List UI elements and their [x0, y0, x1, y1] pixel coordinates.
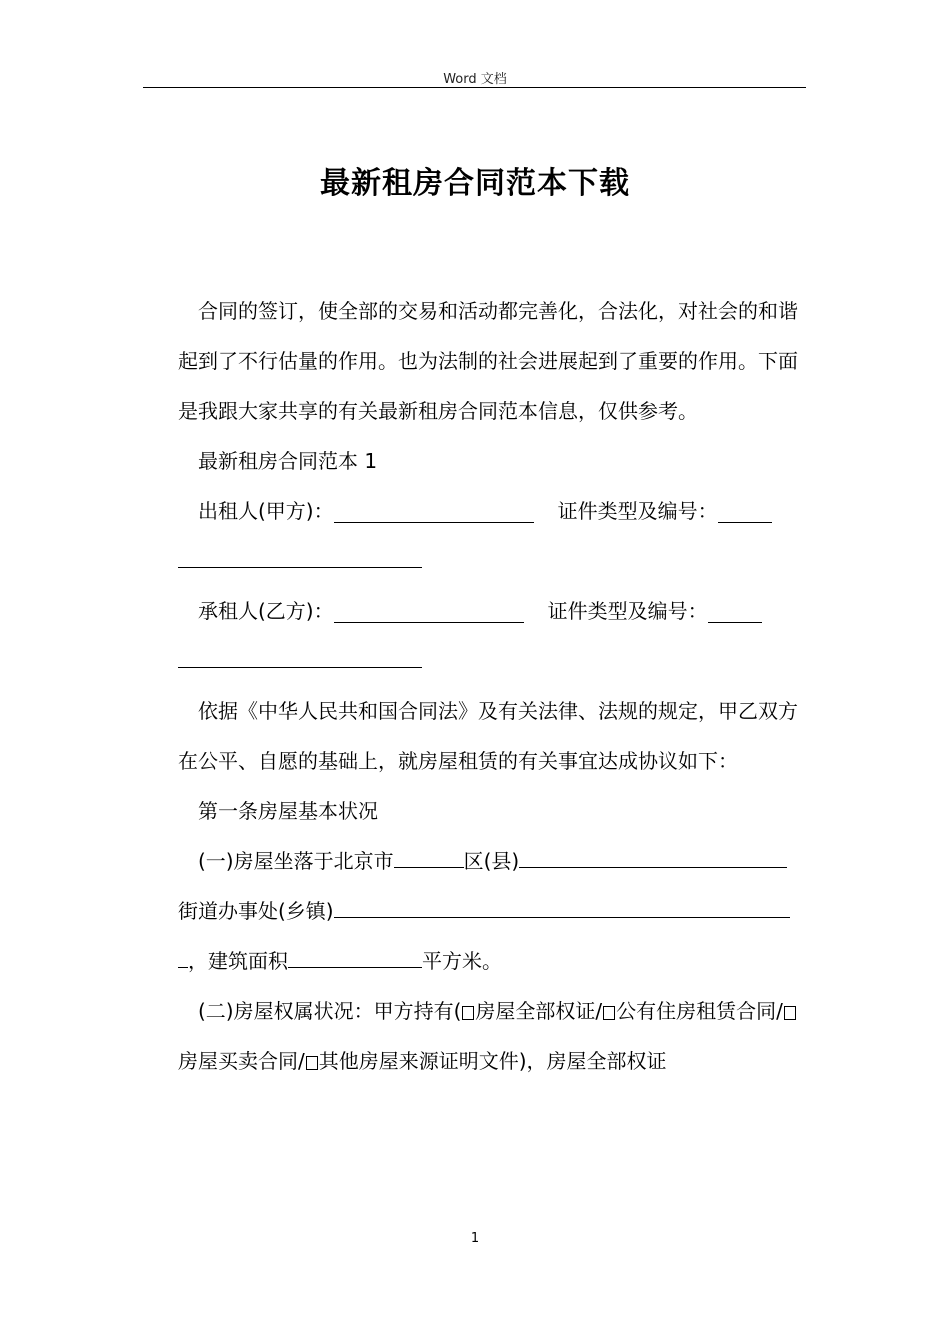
page-header: Word 文档 — [443, 72, 507, 87]
basis-paragraph: 依据《中华人民共和国合同法》及有关法律、法规的规定，甲乙双方在公平、自愿的基础上，就房屋租赁的有关事宜达成协议如下： — [178, 699, 798, 773]
id-label-1: 证件类型及编号： — [557, 499, 718, 523]
lessor-row — [178, 486, 804, 536]
checkbox-public-lease[interactable] — [603, 1006, 615, 1020]
id-label-2: 证件类型及编号： — [547, 599, 708, 623]
item-2-paragraph: (二)房屋权属状况：甲方持有( 房屋全部权证/ 公有住房租赁合同/房屋买卖合同/ 其他房屋来源证明文件)，房屋全部权证 — [178, 986, 804, 1086]
id-blank-2-cont[interactable] — [178, 645, 422, 668]
section-title: 最新租房合同范本 1 — [198, 449, 378, 473]
checkbox-purchase[interactable] — [784, 1006, 796, 1020]
id-blank-2[interactable] — [708, 600, 762, 623]
header-rule — [143, 87, 806, 88]
district-blank[interactable] — [394, 845, 464, 868]
lessee-row — [178, 586, 804, 636]
lessor-id-continue — [178, 536, 804, 586]
intro-paragraph: 合同的签订，使全部的交易和活动都完善化，合法化，对社会的和谐起到了不行估量的作用。也为法制的社会进展起到了重要的作用。下面是我跟大家共享的有关最新租房合同范本信息，仅供参考。 — [178, 299, 798, 423]
checkbox-ownership[interactable] — [462, 1006, 474, 1020]
article-1-title: 第一条房屋基本状况 — [198, 799, 378, 823]
lessor-blank[interactable] — [334, 500, 534, 523]
id-blank-1[interactable] — [718, 500, 772, 523]
lessee-id-continue — [178, 636, 804, 686]
street-blank[interactable] — [334, 895, 790, 918]
page-number: 1 — [470, 1231, 480, 1246]
area-blank[interactable] — [288, 945, 422, 968]
item-1-line: (一)房屋坐落于北京市 区(县) — [178, 836, 804, 886]
checkbox-other[interactable] — [306, 1056, 318, 1070]
county-blank[interactable] — [519, 845, 787, 868]
lessee-blank[interactable] — [334, 600, 524, 623]
lessor-label: 出租人(甲方)： — [198, 499, 334, 523]
document-body — [178, 286, 804, 1086]
id-blank-1-cont[interactable] — [178, 545, 422, 568]
item-1-line-3: ，建筑面积 平方米。 — [178, 936, 804, 986]
lessee-label: 承租人(乙方)： — [198, 599, 334, 623]
document-title: 最新租房合同范本下载 — [320, 166, 630, 201]
item-1-line-2: 街道办事处(乡镇) — [178, 886, 804, 936]
